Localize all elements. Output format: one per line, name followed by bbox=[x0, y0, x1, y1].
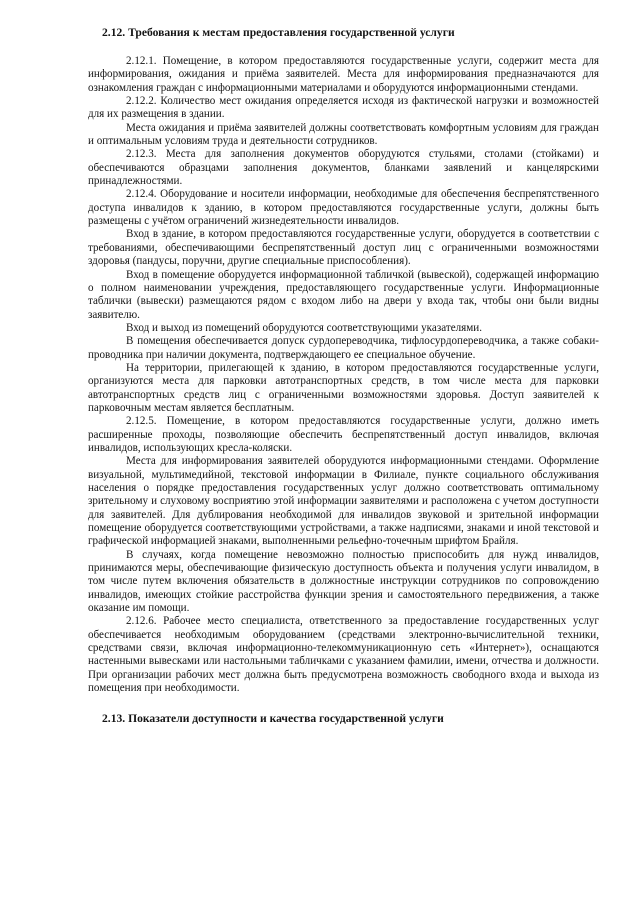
paragraph: Вход в здание, в котором предоставляются государственные услуги, оборудуется в соответствии с требованиями, обеспечивающими беспрепятственный доступ лиц с ограниченными возможностями здоровья (пандусы, поручни, другие специальные приспособления). bbox=[88, 228, 599, 268]
paragraph: 2.12.3. Места для заполнения документов оборудуются стульями, столами (стойками) и обеспечиваются образцами заполнения документов, бланками заявлений и канцелярскими принадлежностями. bbox=[88, 148, 599, 188]
paragraph: 2.12.4. Оборудование и носители информации, необходимые для обеспечения беспрепятственного доступа инвалидов к зданию, в котором предоставляются государственные услуги, должны быть размещены с учётом ограничений жизнедеятельности инвалидов. bbox=[88, 188, 599, 228]
paragraph: Вход и выход из помещений оборудуются соответствующими указателями. bbox=[126, 321, 482, 334]
paragraph: 2.12.2. Количество мест ожидания определяется исходя из фактической нагрузки и возможностей для их размещения в здании. bbox=[88, 95, 599, 121]
paragraph: 2.12.5. Помещение, в котором предоставляются государственные услуги, должно иметь расширенные проходы, позволяющие обеспечить беспрепятственный доступ инвалидов, включая инвалидов, использующих кресла-коляски. bbox=[88, 415, 599, 454]
paragraph: Места для информирования заявителей оборудуются информационными стендами. Оформление визуальной, мультимедийной, текстовой информации в Филиале, пункте социального обслуживания населения о порядке предоставления государственных услуг должно соответствовать оптимальному зрительному и слуховому восприятию этой информации заявителями и расположена с учетом доступности для заявителей. Для дублирования необходимой для инвалидов звуковой и зрительной информации помещение оборудуется соответствующими устройствами, а также надписями, знаками и иной текстовой и графической информацией знаками, выполненными рельефно-точечным шрифтом Брайля. bbox=[88, 455, 599, 548]
section-body-2-12 bbox=[88, 55, 599, 696]
paragraph: На территории, прилегающей к зданию, в котором предоставляются государственные услуги, организуются места для парковки автотранспортных средств, в том числе места для парковки автотранспортных средств лиц с ограниченными возможностями здоровья. Доступ заявителей к парковочным местам является бесплатным. bbox=[88, 361, 599, 414]
paragraph: В случаях, когда помещение невозможно полностью приспособить для нужд инвалидов, принимаются меры, обеспечивающие физическую доступность объекта и получения услуги инвалидом, в том числе путем включения обязательств в должностные инструкции сотрудников по сопровождению инвалидов, имеющих стойкие расстройства функции зрения и самостоятельного передвижения, а также оказание им помощи. bbox=[88, 548, 599, 615]
section-heading-2-13: 2.13. Показатели доступности и качества государственной услуги bbox=[102, 711, 444, 725]
section-heading-2-12: 2.12. Требования к местам предоставления государственной услуги bbox=[102, 26, 455, 39]
paragraph: Вход в помещение оборудуется информационной табличкой (вывеской), содержащей информацию о полном наименовании учреждения, предоставляющего государственные услуги. Информационные таблички (вывески) размещаются рядом с входом либо на двери у входа так, чтобы они были видны заявителю. bbox=[88, 268, 599, 321]
paragraph: 2.12.6. Рабочее место специалиста, ответственного за предоставление государственных услуг обеспечивается необходимым оборудованием (средствами электронно-вычислительной техники, средствами связи, включая информационно-телекоммуникационную сеть «Интернет»), оснащаются настенными вывесками или настольными табличками с указанием фамилии, имени, отчества и должности. При организации рабочих мест должна быть предусмотрена возможность свободного входа и выхода из помещения при необходимости. bbox=[88, 615, 599, 695]
paragraph: Места ожидания и приёма заявителей должны соответствовать комфортным условиям для граждан и оптимальным условиям труда и деятельности сотрудников. bbox=[88, 121, 599, 148]
paragraph: 2.12.1. Помещение, в котором предоставляются государственные услуги, содержит места для информирования, ожидания и приёма заявителей. Места для информирования предназначаются для ознакомления граждан с информационными материалами и оборудуются информационными стендами. bbox=[88, 55, 599, 94]
paragraph: В помещения обеспечивается допуск сурдопереводчика, тифлосурдопереводчика, а также собаки-проводника при наличии документа, подтверждающего ее специальное обучение. bbox=[88, 335, 599, 361]
